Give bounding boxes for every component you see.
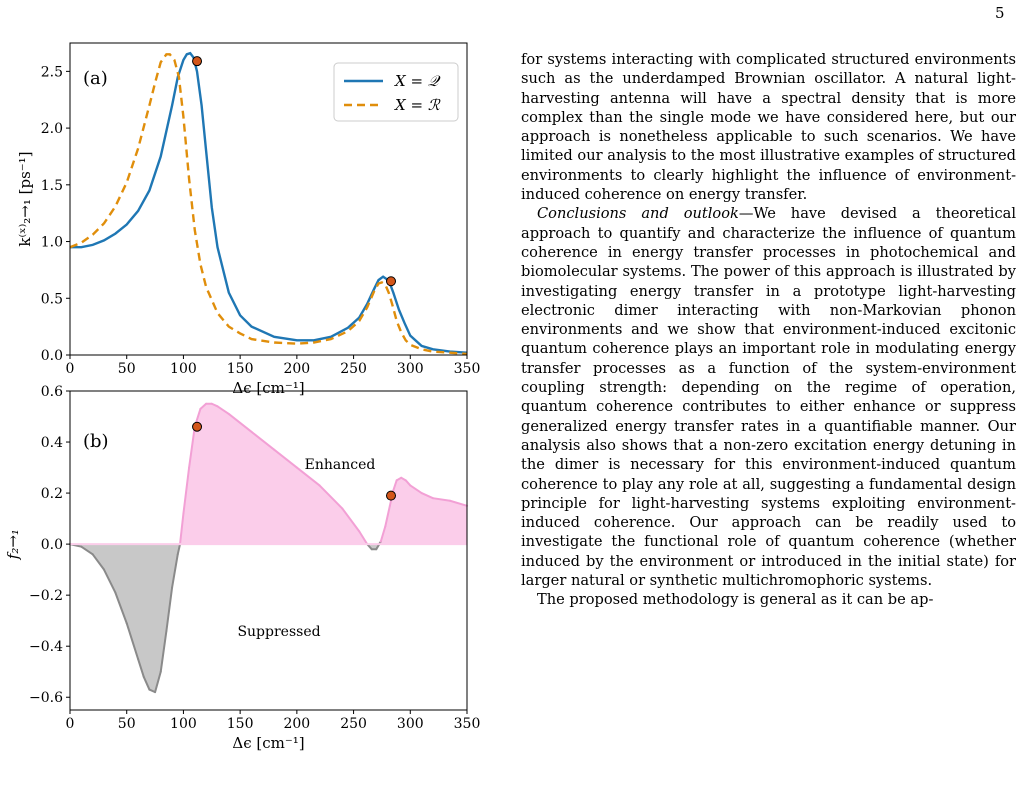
paragraph: for systems interacting with complicated structured environments such as the underdamped Brownian oscillator. A natural light-harvesting antenna will have a spectral density that is more complex than the single mode we have considered here, but our approach is nonetheless applicable to such scenarios. We have limited our analysis to the most illustrative examples of structured environments to clearly highlight the influence of environment-induced coherence on energy transfer. — [521, 51, 1016, 204]
data-point-marker — [387, 491, 396, 500]
y-tick-label: 0.0 — [40, 537, 63, 554]
data-point-marker — [193, 422, 202, 431]
paragraph-text: —We have devised a theoretical approach to quantify and characterize the influence of quantum coherence in energy transfer processes in photochemical and biomolecular systems. The power of this approach is illustrated by investigating energy transfer in a prototype light-harvesting electronic dimer interacting with non-Markovian phonon environments and we show that environment-induced excitonic quantum coherence plays an important role in modulating energy transfer processes as a function of the system-environment coupling strength: depending on the regime of operation, quantum coherence contributes to either enhance or suppress generalized energy transfer rates in a quantifiable manner. Our analysis also shows that a non-zero excitation energy detuning in the dimer is necessary for this environment-induced quantum coherence to play any role at all, suggesting a fundamental design principle for light-harvesting systems exploiting environment-induced coherence. Our approach can be readily used to investigate the functional role of quantum coherence (whether induced by the environment or introduced in the initial state) for larger natural or synthetic multichromophoric systems. — [521, 205, 1016, 590]
x-axis-label: Δϵ [cm⁻¹] — [232, 379, 305, 397]
x-tick-label: 50 — [117, 361, 136, 377]
page-number: 5 — [995, 4, 1005, 22]
x-tick-label: 300 — [396, 716, 424, 732]
x-tick-label: 150 — [226, 716, 254, 732]
legend — [334, 63, 458, 121]
annotation-enhanced: Enhanced — [304, 457, 376, 473]
y-axis-label: f₂→₁ — [4, 529, 22, 560]
body-text-column — [521, 50, 1016, 610]
x-tick-label: 250 — [340, 716, 367, 732]
y-tick-label: 1.5 — [40, 177, 63, 194]
y-tick-label: 0.0 — [40, 348, 63, 364]
y-tick-label: −0.4 — [29, 639, 63, 656]
annotation-suppressed: Suppressed — [237, 624, 321, 640]
y-tick-label: 1.0 — [40, 234, 63, 251]
x-axis-label: Δϵ [cm⁻¹] — [232, 734, 305, 752]
data-point-marker — [387, 277, 396, 286]
y-tick-label: 0.4 — [40, 435, 63, 452]
y-axis-label: k⁽ˣ⁾₂→₁ [ps⁻¹] — [16, 151, 34, 247]
x-tick-label: 150 — [226, 361, 254, 377]
y-tick-label: 2.0 — [40, 121, 63, 138]
x-tick-label: 300 — [396, 361, 424, 377]
y-tick-label: 0.6 — [40, 384, 63, 400]
data-point-marker — [193, 57, 202, 66]
paragraph — [521, 204, 1016, 590]
section-heading: Conclusions and outlook — [537, 205, 739, 223]
x-tick-label: 350 — [453, 716, 481, 732]
x-tick-label: 250 — [340, 361, 367, 377]
legend-label: X = ℛ — [395, 96, 440, 114]
x-tick-label: 200 — [283, 716, 311, 732]
legend-label: X = 𝒬 — [395, 72, 439, 90]
x-tick-label: 200 — [283, 361, 311, 377]
y-tick-label: −0.6 — [29, 690, 63, 707]
chart-panel-b — [0, 380, 480, 780]
x-tick-label: 100 — [170, 716, 197, 732]
x-tick-label: 0 — [65, 716, 75, 732]
x-tick-label: 100 — [170, 361, 197, 377]
y-tick-label: 0.5 — [40, 291, 63, 308]
suppressed-area — [70, 544, 467, 692]
x-tick-label: 50 — [117, 716, 136, 732]
enhanced-area — [70, 404, 467, 544]
y-tick-label: −0.2 — [29, 588, 63, 605]
x-tick-label: 0 — [65, 361, 75, 377]
paragraph: The proposed methodology is general as it can be ap- — [537, 591, 934, 609]
y-tick-label: 0.2 — [40, 486, 63, 503]
panel-label: (a) — [83, 68, 108, 89]
panel-label: (b) — [83, 431, 109, 452]
x-tick-label: 350 — [453, 361, 481, 377]
y-tick-label: 2.5 — [40, 64, 63, 81]
